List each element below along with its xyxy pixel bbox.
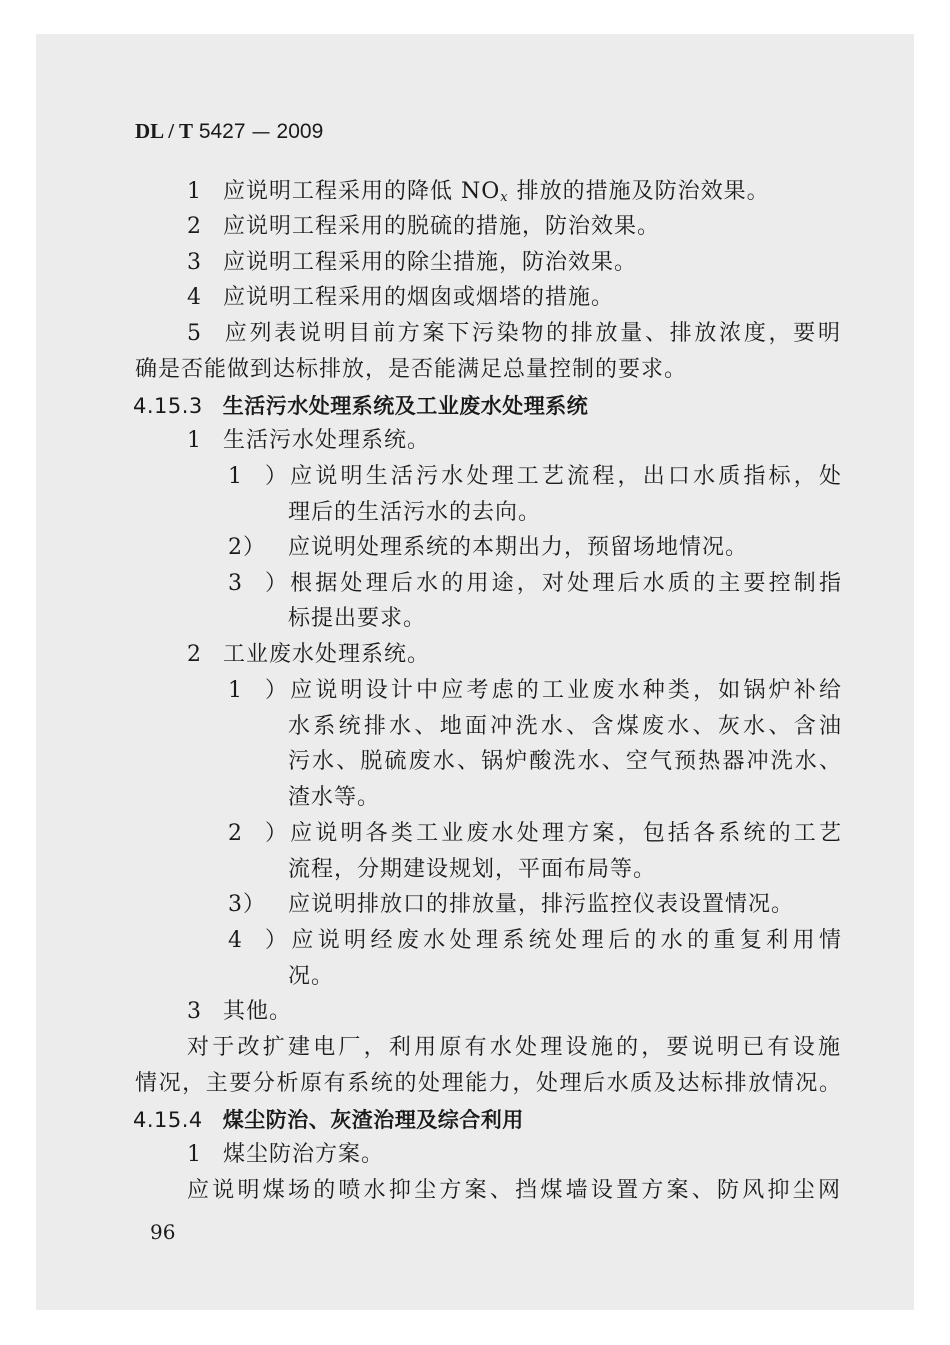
- section-heading-4-15-3: [133, 391, 588, 421]
- nox-subscript: x: [500, 190, 509, 205]
- sub-item-2-1-line-2: 水系统排水、地面冲洗水、含煤废水、灰水、含油: [288, 714, 842, 739]
- paragraph-line-3: 应说明煤场的喷水抑尘方案、挡煤墙设置方案、防风抑尘网: [187, 1178, 841, 1203]
- paragraph-line-1: 对于改扩建电厂，利用原有水处理设施的，要说明已有设施: [187, 1035, 841, 1060]
- list-item-text: 应说明工程采用的除尘措施，防治效果。: [223, 250, 638, 275]
- sub-item-number: 3）: [228, 892, 266, 917]
- subsection-item-2: [187, 640, 430, 670]
- sub-item-text: 应说明经废水处理系统处理后的水的重复利用情: [288, 928, 842, 953]
- list-item-text: 煤尘防治方案。: [223, 1142, 385, 1167]
- header-dash: —: [251, 121, 271, 143]
- sub-item-2-2-line-2: 流程，分期建设规划，平面布局等。: [288, 857, 657, 882]
- sub-item-number: 1）: [228, 678, 288, 703]
- standard-code: DL / T: [135, 119, 193, 143]
- sub-item-2-1-line-1: [228, 676, 842, 706]
- list-item-text: 生活污水处理系统。: [223, 428, 431, 453]
- section-title: 生活污水处理系统及工业废水处理系统: [222, 394, 589, 418]
- sub-item-1-1-line-1: [228, 462, 842, 492]
- list-item-1: [187, 177, 770, 213]
- sub-item-2-1-line-3: 污水、脱硫废水、锅炉酸洗水、空气预热器冲洗水、: [288, 749, 842, 774]
- list-item-text: 应说明工程采用的降低 NO: [223, 179, 501, 204]
- list-item-number: 3: [187, 250, 202, 275]
- sub-item-2-4-line-1: [228, 926, 842, 956]
- list-item-text: 工业废水处理系统。: [223, 642, 431, 667]
- list-item-text: 其他。: [223, 999, 293, 1024]
- list-item-text: 应列表说明目前方案下污染物的排放量、排放浓度，要明: [223, 321, 841, 346]
- sub-item-2-2-line-1: [228, 819, 842, 849]
- list-item-5-line-1: [187, 319, 841, 349]
- sub-item-2-1-line-4: 渣水等。: [288, 785, 381, 810]
- list-item-text: 应说明工程采用的烟囱或烟塔的措施。: [223, 285, 615, 310]
- sub-item-1-3-line-2: 标提出要求。: [288, 606, 427, 631]
- sub-item-text: 应说明生活污水处理工艺流程，出口水质指标，处: [288, 464, 842, 489]
- list-item-number: 4: [187, 285, 202, 310]
- list-item-number: 1: [187, 1142, 202, 1167]
- sub-item-1-3-line-1: [228, 569, 842, 599]
- subsection-item-1: [187, 426, 430, 456]
- standard-year: 2009: [276, 120, 324, 143]
- sub-item-text: 应说明设计中应考虑的工业废水种类，如锅炉补给: [288, 678, 842, 703]
- sub-item-2-4-line-2: 况。: [288, 964, 335, 989]
- list-item-number: 5: [187, 321, 202, 346]
- list-item-number: 1: [187, 428, 202, 453]
- sub-item-text: 根据处理后水的用途，对处理后水质的主要控制指: [288, 571, 842, 596]
- list-item-number: 1: [187, 179, 202, 204]
- sub-item-text: 应说明各类工业废水处理方案，包括各系统的工艺: [288, 821, 842, 846]
- standard-code-header: [135, 116, 323, 147]
- standard-number: 5427: [198, 120, 246, 143]
- list-item-3: [187, 248, 637, 278]
- list-item-number: 2: [187, 642, 202, 667]
- sub-item-number: 1）: [228, 464, 288, 489]
- sub-item-1-1-line-2: 理后的生活污水的去向。: [288, 500, 542, 525]
- subsection-item-3: [187, 997, 292, 1027]
- sub-item-2-3: [228, 890, 794, 920]
- list-item-4: [187, 283, 614, 313]
- sub-item-1-2: [228, 533, 748, 563]
- section-number: 4.15.4: [133, 1108, 203, 1132]
- sub-item-number: 2）: [228, 535, 266, 560]
- paragraph-line-2: 情况，主要分析原有系统的处理能力，处理后水质及达标排放情况。: [135, 1071, 841, 1096]
- sub-item-text: 应说明处理系统的本期出力，预留场地情况。: [288, 535, 749, 560]
- sub-item-number: 3）: [228, 571, 288, 596]
- list-item-text-cont: 排放的措施及防治效果。: [508, 179, 770, 204]
- page-number: 96: [150, 1220, 176, 1244]
- sub-item-number: 2）: [228, 821, 288, 846]
- section-heading-4-15-4: [133, 1105, 524, 1135]
- list-item-number: 3: [187, 999, 202, 1024]
- list-item-5-line-2: 确是否能做到达标排放，是否能满足总量控制的要求。: [135, 357, 688, 382]
- section-title: 煤尘防治、灰渣治理及综合利用: [222, 1108, 524, 1132]
- sub-item-number: 4）: [228, 928, 288, 953]
- sub-item-text: 应说明排放口的排放量，排污监控仪表设置情况。: [288, 892, 795, 917]
- section-number: 4.15.3: [133, 394, 203, 418]
- subsection-item-4-1: [187, 1140, 384, 1170]
- list-item-text: 应说明工程采用的脱硫的措施，防治效果。: [223, 214, 661, 239]
- list-item-2: [187, 212, 660, 242]
- list-item-number: 2: [187, 214, 202, 239]
